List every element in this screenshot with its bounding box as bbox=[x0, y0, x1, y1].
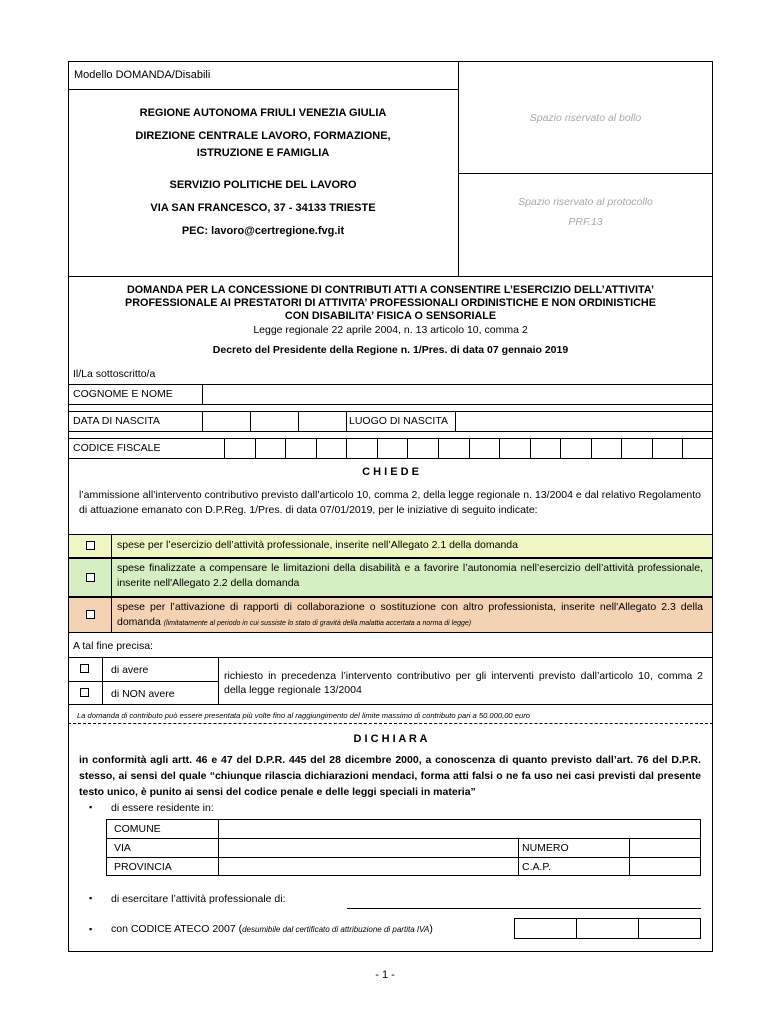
tax-code-cell[interactable] bbox=[438, 438, 469, 458]
numero-label: NUMERO bbox=[522, 842, 569, 854]
decree-reference: Decreto del Presidente della Regione n. 1/Pres. di data 07 gennaio 2019 bbox=[212, 344, 569, 356]
option2-checkbox[interactable] bbox=[86, 573, 95, 582]
region-name: REGIONE AUTONOMA FRIULI VENEZIA GIULIA bbox=[139, 107, 387, 119]
tax-code-cell[interactable] bbox=[469, 438, 500, 458]
title-line1: DOMANDA PER LA CONCESSIONE DI CONTRIBUTI ATTI A CONSENTIRE L’ESERCIZIO DELL’ATTIVITA’ bbox=[126, 284, 655, 296]
service-name: SERVIZIO POLITICHE DEL LAVORO bbox=[169, 179, 357, 191]
cap-label: C.A.P. bbox=[522, 861, 551, 873]
option2-text: spese finalizzate a compensare le limitazioni della disabilità e a favorire l’autonomia nell’esercizio dell’attività professionale, inserite nell'Allegato 2.2 della domanda bbox=[117, 562, 703, 589]
header-rule bbox=[68, 89, 458, 90]
option3-checkbox[interactable] bbox=[86, 610, 95, 619]
cap-field[interactable] bbox=[630, 858, 700, 875]
directorate-line2: ISTRUZIONE E FAMIGLIA bbox=[196, 147, 330, 159]
have-not-label: di NON avere bbox=[111, 688, 175, 700]
comune-field[interactable] bbox=[219, 820, 700, 837]
law-reference: Legge regionale 22 aprile 2004, n. 13 articolo 10, comma 2 bbox=[253, 324, 528, 336]
declaration-heading: D I C H I A R A bbox=[353, 733, 428, 745]
option1-checkbox[interactable] bbox=[86, 541, 95, 550]
taxcode-row-bottom bbox=[68, 458, 713, 459]
header-bottom-rule bbox=[68, 276, 713, 277]
provincia-label: PROVINCIA bbox=[114, 861, 172, 873]
birth-row-bottom bbox=[68, 431, 713, 432]
stamp-space: Spazio riservato al bollo bbox=[529, 112, 642, 124]
tax-code-cell[interactable] bbox=[652, 438, 683, 458]
protocol-code: PRF.13 bbox=[568, 216, 603, 228]
title-line3: CON DISABILITA’ FISICA O SENSORIALE bbox=[284, 310, 497, 322]
tax-code-cell[interactable] bbox=[255, 438, 286, 458]
bullet-icon: ▪ bbox=[89, 924, 93, 934]
provincia-field[interactable] bbox=[219, 858, 517, 875]
comune-label: COMUNE bbox=[114, 823, 161, 835]
applicant-intro: Il/La sottoscritto/a bbox=[73, 368, 156, 380]
option1-text: spese per l’esercizio dell’attività professionale, inserite nell’Allegato 2.1 della domanda bbox=[117, 539, 518, 551]
birth-place-field[interactable] bbox=[455, 411, 713, 431]
bullet-icon: ▪ bbox=[89, 802, 93, 812]
protocol-space: Spazio riservato al protocollo bbox=[518, 196, 653, 208]
birth-date-year[interactable] bbox=[298, 411, 346, 431]
tax-code-cell[interactable] bbox=[407, 438, 438, 458]
tax-code-cell[interactable] bbox=[285, 438, 316, 458]
directorate-line1: DIREZIONE CENTRALE LAVORO, FORMAZIONE, bbox=[135, 130, 391, 142]
pec-address: PEC: lavoro@certregione.fvg.it bbox=[181, 225, 345, 237]
birth-date-label: DATA DI NASCITA bbox=[73, 415, 160, 427]
header-divider bbox=[458, 61, 459, 276]
tax-code-cell[interactable] bbox=[346, 438, 377, 458]
numero-field[interactable] bbox=[630, 839, 700, 856]
ateco-code-boxes[interactable] bbox=[514, 918, 701, 939]
tax-code-cell[interactable] bbox=[224, 438, 255, 458]
title-line2: PROFESSIONALE AI PRESTATORI DI ATTIVITA’ PROFESSIONALI ORDINISTICHE E NON ORDINISTICHE bbox=[125, 297, 656, 309]
tax-code-cell[interactable] bbox=[377, 438, 408, 458]
name-row-bottom bbox=[68, 404, 713, 405]
bullet-icon: ▪ bbox=[89, 893, 93, 903]
have-label: di avere bbox=[111, 664, 149, 676]
tax-code-cell[interactable] bbox=[621, 438, 652, 458]
via-label: VIA bbox=[114, 842, 131, 854]
tax-code-cell[interactable] bbox=[530, 438, 561, 458]
birth-date-day[interactable] bbox=[202, 411, 250, 431]
option3-note: (limitatamente al periodo in cui sussiste lo stato di gravità della malattia accertata a norma di legge) bbox=[163, 620, 472, 627]
tax-code-cell[interactable] bbox=[591, 438, 622, 458]
request-heading: C H I E D E bbox=[362, 466, 419, 478]
precision-note: La domanda di contributo può essere presentata più volte fino al raggiungimento del limite massimo di contributo pari a 50.000,00 euro bbox=[77, 711, 530, 720]
service-address: VIA SAN FRANCESCO, 37 - 34133 TRIESTE bbox=[150, 202, 376, 214]
have-checkbox[interactable] bbox=[80, 664, 89, 673]
page-number: - 1 - bbox=[375, 969, 395, 981]
tax-code-cell[interactable] bbox=[499, 438, 530, 458]
name-label: COGNOME E NOME bbox=[73, 388, 173, 400]
model-label: Modello DOMANDA/Disabili bbox=[74, 69, 211, 81]
tax-code-cell[interactable] bbox=[682, 438, 713, 458]
request-intro: l’ammissione all’intervento contributivo previsto dall’articolo 10, comma 2, della legge regionale n. 13/2004 e dal relativo Regolamento di attuazione emanato con D.P.Reg. 1/Pres. di data 07/01/2019, per le iniziative di seguito indicate: bbox=[79, 489, 701, 516]
via-field[interactable] bbox=[219, 839, 517, 856]
precision-label: A tal fine precisa: bbox=[73, 640, 153, 652]
name-field[interactable] bbox=[202, 384, 713, 404]
activity-field[interactable] bbox=[347, 908, 701, 909]
activity-label: di esercitare l’attività professionale di: bbox=[111, 893, 286, 905]
declaration-text: in conformità agli artt. 46 e 47 del D.P.R. 445 del 28 dicembre 2000, a conoscenza di quanto previsto dall’art. 76 del D.P.R. stesso, ai sensi del quale “chiunque rilascia dichiarazioni mendaci, forma atti falsi o ne fa uso nei casi previsti dal presente testo unico, è punito ai sensi del codice penale e delle leggi speciali in materia” bbox=[79, 754, 701, 798]
tax-code-cell[interactable] bbox=[316, 438, 347, 458]
resident-label: di essere residente in: bbox=[111, 802, 214, 814]
tax-code-label: CODICE FISCALE bbox=[73, 442, 161, 454]
ateco-label: con CODICE ATECO 2007 (desumibile dal certificato di attribuzione di partita IVA) bbox=[111, 923, 433, 935]
birth-place-label: LUOGO DI NASCITA bbox=[349, 415, 448, 427]
precision-text: richiesto in precedenza l’intervento contributivo per gli interventi previsto dall’articolo 10, comma 2 della legge regionale 13/2004 bbox=[224, 670, 703, 696]
have-not-checkbox[interactable] bbox=[80, 688, 89, 697]
stamp-rule bbox=[458, 173, 713, 174]
tax-code-cell[interactable] bbox=[560, 438, 591, 458]
birth-date-month[interactable] bbox=[250, 411, 298, 431]
option3-text: spese per l’attivazione di rapporti di collaborazione o sostituzione con altro professionista, inserite nell'Allegato 2.3 della domanda (limitatamente al periodo in cui sussiste lo stato di gravità della malattia accertata a norma di legge) bbox=[117, 601, 703, 628]
